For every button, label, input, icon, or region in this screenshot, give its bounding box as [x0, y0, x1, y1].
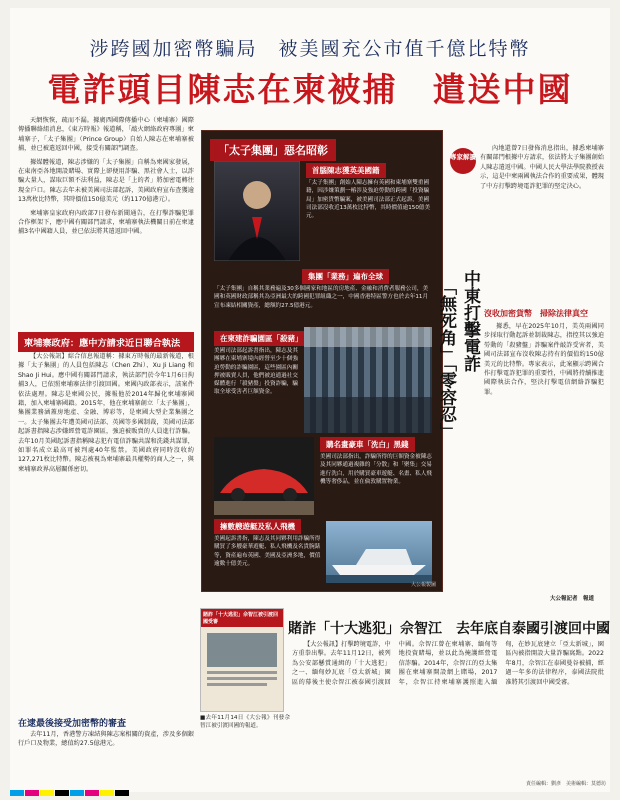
clipping-caption: ■去年11月14日《大公報》刊發佘智江被引渡回國的報道。: [200, 715, 290, 729]
left-subhead: 在逮最後接受加密幣的審查: [18, 719, 127, 729]
panel-title: 「太子集團」惡名昭彰: [210, 139, 336, 161]
right-paragraph-2: 據悉，早在2025年10月，美英兩國同步採取行動起訴並制裁陳志，指控其以強迫勞動的「殺豬盤」詐騙案件敲詐受害者，美國司法部宣布沒收陳志持有的價值約150億美元的比特幣。專家表示，此案顯示跨國合作打擊電詐犯罪的重要性，中國將持續推進國際執法合作，堅決打擊電信網絡詐騙犯罪。: [484, 323, 604, 396]
panel-credit: 大公報製圖: [410, 582, 436, 588]
print-footer: [10, 778, 610, 790]
vertical-title-2: 「無死角」「零容忍」: [436, 278, 456, 440]
panel-text-3: 美國司法部起訴書指出，陳志及其團夥在柬埔寨境內經營至少十個強迫勞動的詐騙園區，這些園區內關押被販賣人員，他們被迫通過社交媒體進行「殺豬盤」投資詐騙，騙取全球受害者巨額資金。: [214, 348, 298, 396]
right-body: [484, 322, 604, 592]
left-section-title: 柬埔寨政府：應中方請求近日聯合執法: [18, 332, 194, 352]
color-swatch: [40, 790, 54, 796]
left-subbody: 去年11月，香港警方凍結與陳志案相關的資產，涉及多個銀行戶口及物業，總值約27.5億港元。: [18, 731, 194, 748]
color-swatch: [55, 790, 69, 796]
subtitle: 涉跨國加密幣騙局 被美國充公市值千億比特幣: [89, 38, 531, 60]
newspaper-clipping-photo: [200, 608, 284, 712]
bottom-article-text: 【大公報訊】打擊跨境電詐，中方重拳出擊。去年11月12日，被列為公安部懸賞通緝的「十大逃犯」之一、緬甸妙瓦底「亞太新城」園區的幕後主使佘智江被泰國引渡回中國。佘智江曾在柬埔寨、緬甸等地投資賭場，並以此為掩護經營電信詐騙。2014年，佘智江的亞太集團在柬埔寨開設網上賭場，2017年，佘智江持柬埔寨護照進入緬甸，在妙瓦底建立「亞太新城」，園區內被指開設大量詐騙窩點。2022年8月，佘智江在泰國曼谷被捕，經過一年多的法律程序，泰國法院批准將其引渡回中國受審。: [292, 641, 604, 686]
vertical-title-1: 中東打擊電詐: [460, 270, 480, 372]
caption-4: 購名畫豪車「洗白」黑錢: [320, 437, 415, 452]
color-swatch: [100, 790, 114, 796]
supercar-photo: [214, 437, 314, 515]
clipping-figure-icon: [201, 627, 283, 697]
yacht-photo: [326, 521, 432, 583]
right-signature: 大公報記者 報道: [550, 596, 595, 602]
color-swatch: [115, 790, 129, 796]
caption-1: 首腦陳志獲英美國籍: [306, 163, 386, 178]
lead-column: [18, 116, 194, 328]
feature-panel: [201, 130, 443, 592]
bottom-headline: 賭詐「十大逃犯」佘智江 去年底自泰國引渡回中國: [288, 621, 610, 637]
caption-2: 集團「業務」遍布全球: [302, 269, 389, 284]
right-subhead: 沒收加密貨幣 掃除法律真空: [484, 309, 588, 318]
right-paragraph-1: 內地還曾7日發佈消息指出，據悉柬埔寨有關部門根據中方請求，依法將太子集團創始人陳志遣返中國。中國人民大學法學院教授表示，這是中柬兩國執法合作的重要成果，體現了中方打擊跨境電詐犯罪的堅定決心。: [480, 145, 604, 190]
panel-text-4: 美國司法部指出，詐騙所得的巨額資金被陳志及其同夥通過複雜的「分散」和「聚集」交易進行洗白，用於購買豪車遊艇、名畫、私人飛機等奢侈品，並在倫敦購置物業。: [320, 454, 432, 485]
left-subbody-box: [18, 730, 194, 780]
color-swatch: [10, 790, 24, 796]
car-icon: [214, 437, 314, 515]
caption-3: 在柬建詐騙園區「殺豬」: [214, 331, 309, 346]
panel-text-2: 「太子集團」自稱其業務遍及30多個國家和地區的房地產、金融和消費者服務公司，美國和英國財政部稱其為亞洲最大的跨國犯罪組織之一，中國香港特區警方也於去年11月宣布凍結相關資產，總額約27.5億港元。: [214, 286, 429, 309]
lead-paragraph-2: 據媒體報道，陳志涉嫌的「太子集團」自稱為柬國家發展，在東南亞各地開設賭場、實際上卻便用詐騙、黑社會人士，以詐騙大量人，謀取巨額不法利益，陳志是「上的者」將加密電轉往現金戶口。陳志去年未被美國司法部起訴，美國政府宣布查獲逾13萬枚比特幣，其時價值150億美元（約1170億港元）。: [18, 158, 194, 204]
bottom-body: [292, 640, 604, 780]
portrait-icon: [214, 161, 300, 261]
lead-paragraph-3: 柬埔寨皇家政府內政部7日發布新聞通告，在打擊詐騙犯罪合作框架下，應中國有關部門請求，柬埔寨執法機關日前在柬逮捕3名中國籍人員，並已依法將其遣返回中國。: [18, 209, 194, 236]
yacht-icon: [326, 521, 432, 583]
left-section-text: 【大公報訊】綜合信息報道稱：據東方時報的最新報道，根據「太子集團」的人員包括陳志（Chen Zhi）、Xu Ji Liang 和 Shao Ji Hui。應中國有關部門請求，執法部門於今年1月6日拘捕3人，已依照柬埔寨法律引渡回國。柬國內政部表示，該案件依法處理。陳志是柬國公民，據報他於2014年歸化柬埔寨國籍，加入柬埔寨國籍。2015年，他在柬埔寨創立「太子集團」，集團業務涵蓋房地產、金融、博彩等，是柬國大型企業集團之一。太子集團去年遭美國司法部、英國等多國制裁，美國司法部起訴書指陳志涉嫌經營電詐園區，強迫被販賣的人員進行詐騙。去年10月美國起訴書指稱陳志犯有電信詐騙共謀和洗錢共謀罪，如罪名成立最高可被判處40年監禁。美國政府同時沒收約127,271枚比特幣。陳志被視為柬埔寨最具權勢的商人之一，與柬埔寨政界高層關係密切。: [18, 353, 194, 473]
newspaper-page: [10, 8, 610, 792]
clipping-headline: 賭詐「十大逃犯」佘智江被引渡回國受審: [201, 609, 283, 627]
expert-badge: 專家解讀: [450, 148, 476, 174]
headline: 電詐頭目陳志在柬被捕 遣送中國: [47, 70, 573, 109]
office-rows-icon: [304, 327, 432, 433]
lead-paragraph-1: 天網恢恢，疏而不漏。據廣西國際傳播中心（柬埔寨）國際傳播聯絡組消息，《東方時報》報道稱，「敲火網絡政府專團」柬埔寨子，「太子集團」（Prince Group）自始人陳志在柬埔寨被捕，並已被遣返回中國，接受有關部門調查。: [18, 117, 194, 153]
footer-credits: 責任編輯：劉彥 美術編輯：莫德坊: [525, 781, 606, 787]
color-registration-bar: [10, 781, 130, 800]
color-swatch: [25, 790, 39, 796]
panel-text-5: 美國起訴書指，陳志及其同夥利用詐騙所得購買了多艘豪華遊艇、私人飛機及名貴腕錶等，資產遍布英國、美國及亞洲多地，價值逾數十億美元。: [214, 536, 321, 567]
left-section-body: [18, 352, 194, 712]
caption-5: 擁數艘遊艇及私人飛機: [214, 519, 301, 534]
color-swatch: [70, 790, 84, 796]
portrait-photo: [214, 161, 300, 261]
right-intro: [480, 144, 604, 264]
scam-compound-photo: [304, 327, 432, 433]
panel-text-1: 「太子集團」創始人陳志擁有英國和柬埔寨雙重國籍，因涉嫌策劃一樁涉及強迫勞動的跨國「投資騙局」加密貨幣騙案，被美國司法部正式起訴，美國司法部沒收近13萬枚比特幣，其時價值逾150億美元。: [306, 180, 431, 220]
color-swatch: [85, 790, 99, 796]
